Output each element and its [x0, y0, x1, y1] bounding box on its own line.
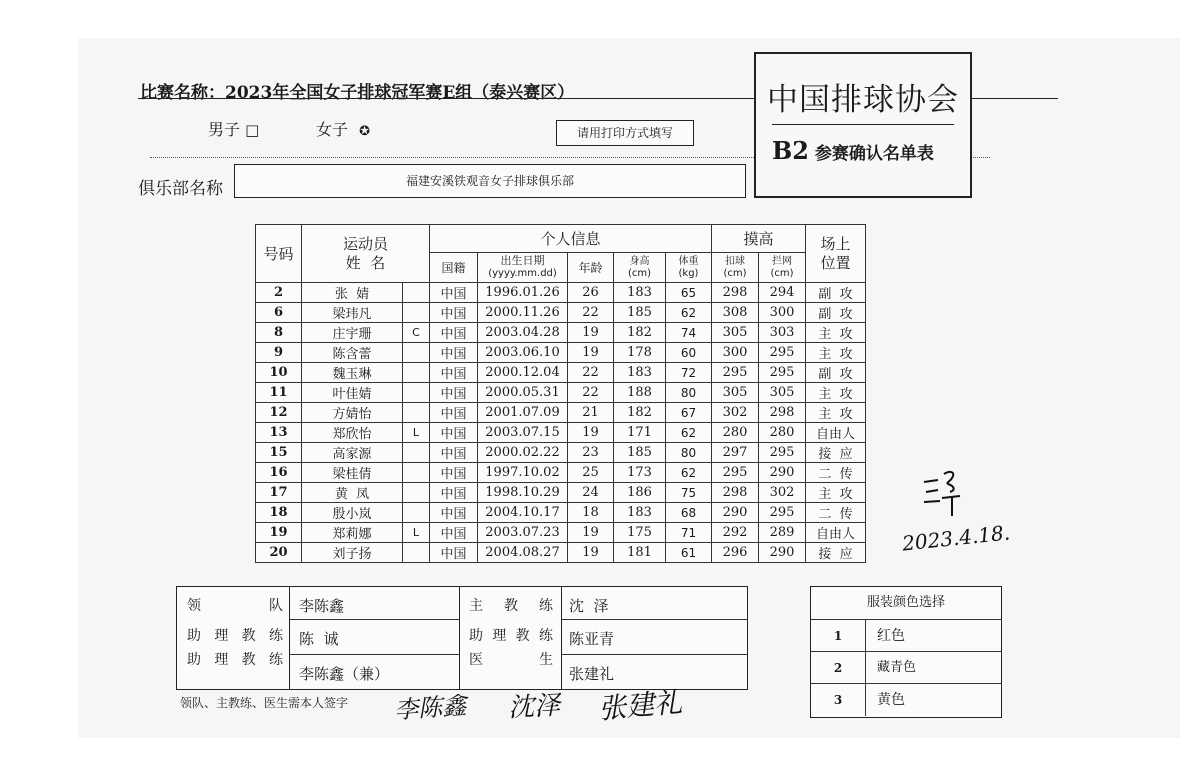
header-position-line2: 位置 [820, 253, 851, 272]
player-block: 298 [759, 403, 806, 423]
player-age: 19 [568, 523, 614, 543]
player-spike: 280 [712, 423, 759, 443]
player-nationality: 中国 [430, 323, 478, 343]
player-nationality: 中国 [430, 283, 478, 303]
staff-box [176, 586, 748, 690]
table-row [256, 303, 866, 323]
player-block: 290 [759, 543, 806, 563]
roster-table [255, 224, 866, 563]
header-block-label: 拦网 [772, 255, 792, 267]
leader-name: 李陈鑫 [299, 597, 345, 615]
player-role-mark [403, 443, 430, 463]
player-age: 22 [568, 383, 614, 403]
player-spike: 296 [712, 543, 759, 563]
player-dob: 2000.11.26 [478, 303, 568, 323]
player-number: 18 [256, 503, 302, 523]
player-weight: 61 [666, 543, 712, 563]
header-height [614, 253, 666, 283]
player-height: 182 [614, 323, 666, 343]
header-spike [712, 253, 759, 283]
player-block: 295 [759, 443, 806, 463]
table-row [256, 363, 866, 383]
header-nationality: 国籍 [430, 253, 478, 283]
staff-divider-2 [459, 587, 460, 689]
uniform-option-2 [811, 651, 1001, 684]
player-nationality: 中国 [430, 503, 478, 523]
table-row [256, 283, 866, 303]
player-role-mark [403, 503, 430, 523]
player-position: 接 应 [806, 543, 866, 563]
player-age: 22 [568, 363, 614, 383]
player-height: 186 [614, 483, 666, 503]
player-age: 19 [568, 423, 614, 443]
player-position: 主 攻 [806, 483, 866, 503]
female-label: 女子 [316, 120, 349, 139]
match-title [140, 78, 574, 103]
player-role-mark [403, 483, 430, 503]
header-spike-unit: (cm) [723, 267, 747, 279]
player-dob: 1996.01.26 [478, 283, 568, 303]
player-nationality: 中国 [430, 403, 478, 423]
player-dob: 1997.10.02 [478, 463, 568, 483]
signature-doctor: 张建礼 [596, 685, 684, 726]
table-row [256, 443, 866, 463]
player-number: 19 [256, 523, 302, 543]
player-age: 26 [568, 283, 614, 303]
header-height-unit: (cm) [627, 267, 652, 279]
player-number: 10 [256, 363, 302, 383]
header-dob-label: 出生日期 [500, 254, 545, 267]
header-weight [666, 253, 712, 283]
player-weight: 72 [666, 363, 712, 383]
player-dob: 2004.10.17 [478, 503, 568, 523]
player-role-mark [403, 283, 430, 303]
table-row [256, 323, 866, 343]
player-age: 19 [568, 543, 614, 563]
player-role-mark [403, 403, 430, 423]
player-block: 300 [759, 303, 806, 323]
header-athlete [302, 225, 430, 283]
player-position: 二 传 [806, 503, 866, 523]
leader-label: 领队 [187, 598, 283, 614]
header-weight-unit: (kg) [678, 267, 699, 279]
org-rule [772, 124, 954, 125]
player-dob: 2000.02.22 [478, 443, 568, 463]
player-number: 16 [256, 463, 302, 483]
player-weight: 62 [666, 423, 712, 443]
player-number: 11 [256, 383, 302, 403]
player-position: 接 应 [806, 443, 866, 463]
player-role-mark [403, 363, 430, 383]
player-spike: 298 [712, 483, 759, 503]
player-age: 22 [568, 303, 614, 323]
header-position-line1: 场上 [820, 234, 851, 253]
club-name: 福建安溪铁观音女子排球俱乐部 [234, 164, 746, 198]
table-row [256, 523, 866, 543]
header-personal-info: 个人信息 [430, 225, 712, 253]
player-block: 302 [759, 483, 806, 503]
player-block: 295 [759, 503, 806, 523]
player-dob: 2000.05.31 [478, 383, 568, 403]
player-role-mark: L [403, 423, 430, 443]
form-title [772, 136, 934, 165]
player-block: 289 [759, 523, 806, 543]
player-name: 郑莉娜 [302, 523, 403, 543]
table-row [256, 423, 866, 443]
header-reach: 摸高 [712, 225, 806, 253]
signature-leader: 李陈鑫 [393, 691, 468, 725]
player-age: 19 [568, 343, 614, 363]
player-spike: 302 [712, 403, 759, 423]
player-spike: 295 [712, 463, 759, 483]
header-height-label: 身高 [629, 255, 650, 267]
player-height: 185 [614, 443, 666, 463]
male-label: 男子 [208, 120, 241, 139]
staff-rule-3 [561, 619, 747, 620]
uniform-option-color: 藏青色 [877, 660, 917, 675]
org-box [754, 52, 972, 198]
uniform-option-num: 1 [833, 629, 843, 643]
gender-male [208, 117, 259, 140]
print-instruction: 请用打印方式填写 [556, 120, 694, 146]
player-height: 182 [614, 403, 666, 423]
player-name: 刘子扬 [302, 543, 403, 563]
player-role-mark [403, 343, 430, 363]
player-position: 主 攻 [806, 403, 866, 423]
player-number: 12 [256, 403, 302, 423]
player-position: 副 攻 [806, 363, 866, 383]
player-role-mark: L [403, 523, 430, 543]
player-weight: 60 [666, 343, 712, 363]
doctor-label: 医生 [469, 652, 553, 668]
player-dob: 2003.06.10 [478, 343, 568, 363]
staff-rule-4 [561, 654, 747, 655]
uniform-box [810, 586, 1002, 718]
player-number: 6 [256, 303, 302, 323]
player-nationality: 中国 [430, 363, 478, 383]
player-weight: 71 [666, 523, 712, 543]
match-label: 比赛名称： [140, 83, 225, 103]
table-row [256, 483, 866, 503]
header-weight-label: 体重 [678, 255, 699, 267]
player-spike: 292 [712, 523, 759, 543]
player-weight: 62 [666, 303, 712, 323]
header-athlete-line1: 运动员 [342, 234, 388, 253]
player-name: 梁玮凡 [302, 303, 403, 323]
header-age: 年龄 [568, 253, 614, 283]
table-row [256, 543, 866, 563]
player-block: 280 [759, 423, 806, 443]
player-age: 18 [568, 503, 614, 523]
asst1-label: 助理教练 [187, 628, 283, 644]
player-height: 185 [614, 303, 666, 323]
player-weight: 80 [666, 443, 712, 463]
player-weight: 65 [666, 283, 712, 303]
player-dob: 2003.07.15 [478, 423, 568, 443]
player-weight: 67 [666, 403, 712, 423]
player-spike: 297 [712, 443, 759, 463]
player-height: 188 [614, 383, 666, 403]
org-name: 中国排球协会 [767, 82, 959, 118]
player-role-mark: C [403, 323, 430, 343]
player-weight: 80 [666, 383, 712, 403]
player-name: 梁桂倩 [302, 463, 403, 483]
player-number: 15 [256, 443, 302, 463]
player-nationality: 中国 [430, 543, 478, 563]
player-number: 9 [256, 343, 302, 363]
table-row [256, 383, 866, 403]
player-spike: 308 [712, 303, 759, 323]
player-block: 290 [759, 463, 806, 483]
player-position: 副 攻 [806, 303, 866, 323]
player-position: 自由人 [806, 523, 866, 543]
player-nationality: 中国 [430, 423, 478, 443]
player-dob: 1998.10.29 [478, 483, 568, 503]
female-checked-icon: ✪ [359, 124, 371, 139]
form-code: B2 [772, 136, 809, 165]
player-age: 23 [568, 443, 614, 463]
header-number: 号码 [256, 225, 302, 283]
form-name: 参赛确认名单表 [814, 144, 934, 164]
header-position [806, 225, 866, 283]
player-position: 主 攻 [806, 323, 866, 343]
player-weight: 62 [666, 463, 712, 483]
player-name: 庄宇珊 [302, 323, 403, 343]
player-nationality: 中国 [430, 443, 478, 463]
player-nationality: 中国 [430, 343, 478, 363]
player-name: 郑欣怡 [302, 423, 403, 443]
player-height: 175 [614, 523, 666, 543]
asst1-name: 陈 诚 [299, 630, 339, 648]
match-name: 2023年全国女子排球冠军赛E组（泰兴赛区） [225, 83, 575, 103]
player-role-mark [403, 383, 430, 403]
player-number: 8 [256, 323, 302, 343]
table-row [256, 343, 866, 363]
player-name: 魏玉琳 [302, 363, 403, 383]
player-spike: 305 [712, 383, 759, 403]
male-checkbox-icon: □ [245, 121, 260, 139]
player-weight: 68 [666, 503, 712, 523]
table-row [256, 463, 866, 483]
player-dob: 2003.07.23 [478, 523, 568, 543]
player-position: 二 传 [806, 463, 866, 483]
player-number: 17 [256, 483, 302, 503]
head-coach-label: 主教练 [469, 598, 553, 614]
player-nationality: 中国 [430, 303, 478, 323]
asst3-label: 助理教练 [469, 628, 553, 644]
player-height: 181 [614, 543, 666, 563]
player-spike: 305 [712, 323, 759, 343]
club-label: 俱乐部名称 [138, 179, 223, 199]
player-position: 主 攻 [806, 383, 866, 403]
player-nationality: 中国 [430, 483, 478, 503]
uniform-option-num: 2 [833, 661, 843, 675]
player-age: 21 [568, 403, 614, 423]
player-nationality: 中国 [430, 383, 478, 403]
uniform-option-3 [811, 683, 1001, 716]
header-block [759, 253, 806, 283]
head-coach-name: 沈 泽 [569, 597, 609, 615]
player-spike: 295 [712, 363, 759, 383]
asst2-name: 李陈鑫（兼） [299, 665, 390, 683]
table-row [256, 403, 866, 423]
player-age: 24 [568, 483, 614, 503]
uniform-option-color: 黄色 [877, 692, 905, 708]
player-number: 2 [256, 283, 302, 303]
player-position: 自由人 [806, 423, 866, 443]
asst2-label: 助理教练 [187, 652, 283, 668]
asst3-name: 陈亚青 [569, 630, 615, 648]
player-weight: 75 [666, 483, 712, 503]
date-mark-icon [920, 468, 970, 524]
table-row [256, 503, 866, 523]
player-position: 副 攻 [806, 283, 866, 303]
player-dob: 2004.08.27 [478, 543, 568, 563]
gender-female [316, 117, 370, 140]
player-dob: 2000.12.04 [478, 363, 568, 383]
player-age: 19 [568, 323, 614, 343]
player-name: 殷小岚 [302, 503, 403, 523]
player-name: 叶佳婧 [302, 383, 403, 403]
player-weight: 74 [666, 323, 712, 343]
player-block: 303 [759, 323, 806, 343]
player-position: 主 攻 [806, 343, 866, 363]
player-height: 183 [614, 283, 666, 303]
player-dob: 2001.07.09 [478, 403, 568, 423]
uniform-option-color: 红色 [877, 628, 905, 644]
player-spike: 300 [712, 343, 759, 363]
header-dob-format: (yyyy.mm.dd) [488, 268, 557, 279]
player-height: 183 [614, 363, 666, 383]
signature-head-coach: 沈泽 [507, 690, 561, 724]
player-height: 171 [614, 423, 666, 443]
player-block: 294 [759, 283, 806, 303]
staff-divider-1 [289, 587, 290, 689]
uniform-option-num: 3 [833, 693, 843, 707]
player-spike: 298 [712, 283, 759, 303]
player-block: 305 [759, 383, 806, 403]
player-name: 张 婧 [302, 283, 403, 303]
uniform-option-1 [811, 619, 1001, 652]
header-block-unit: (cm) [770, 267, 794, 279]
player-height: 183 [614, 503, 666, 523]
player-number: 13 [256, 423, 302, 443]
player-block: 295 [759, 363, 806, 383]
player-role-mark [403, 303, 430, 323]
player-name: 方婧怡 [302, 403, 403, 423]
player-nationality: 中国 [430, 523, 478, 543]
signature-note: 领队、主教练、医生需本人签字 [180, 696, 349, 710]
player-nationality: 中国 [430, 463, 478, 483]
player-block: 295 [759, 343, 806, 363]
signed-date: 2023.4.18. [901, 520, 1012, 556]
doctor-name: 张建礼 [569, 665, 615, 683]
staff-rule-1 [289, 619, 459, 620]
player-age: 25 [568, 463, 614, 483]
roster-body [256, 283, 866, 563]
staff-divider-3 [561, 587, 562, 689]
player-role-mark [403, 543, 430, 563]
player-height: 178 [614, 343, 666, 363]
player-name: 黄 凤 [302, 483, 403, 503]
player-name: 陈含蕾 [302, 343, 403, 363]
player-height: 173 [614, 463, 666, 483]
player-spike: 290 [712, 503, 759, 523]
uniform-title: 服装颜色选择 [866, 595, 945, 610]
player-role-mark [403, 463, 430, 483]
header-dob [478, 253, 568, 283]
player-name: 高家源 [302, 443, 403, 463]
header-spike-label: 扣球 [725, 255, 745, 267]
player-number: 20 [256, 543, 302, 563]
header-athlete-line2: 姓 名 [345, 253, 386, 272]
staff-rule-2 [289, 654, 459, 655]
player-dob: 2003.04.28 [478, 323, 568, 343]
